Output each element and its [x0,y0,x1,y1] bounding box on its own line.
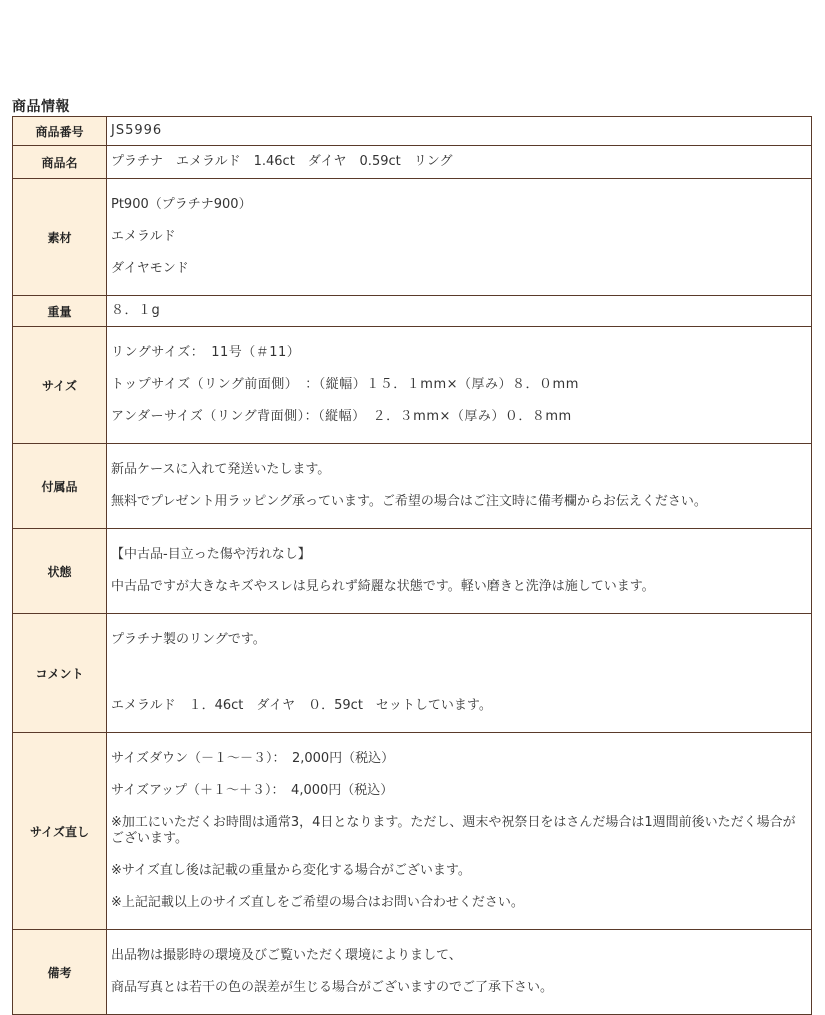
size-line: アンダーサイズ（リング背面側）：（縦幅） ２．３mm×（厚み）０．８mm [111,409,572,424]
notes-line: 出品物は撮影時の環境及びご覧いただく環境によりまして、 [111,948,462,963]
resize-line: ※上記記載以上のサイズ直しをご希望の場合はお問い合わせください。 [111,895,524,910]
label-comment: コメント [13,614,107,733]
value-condition [107,529,812,614]
label-size: サイズ [13,327,107,444]
row-product-code [13,117,812,146]
resize-line: サイズアップ（＋１～＋３）： 4,000円（税込） [111,783,394,798]
row-comment [13,614,812,733]
material-line: ダイヤモンド [111,261,189,276]
value-weight: ８．１g [107,296,812,327]
material-line: エメラルド [111,229,176,244]
resize-line: ※加工にいただくお時間は通常3，4日となります。ただし、週末や祝祭日をはさんだ場合は1週間前後いただく場合がございます。 [111,815,796,846]
value-product-code: JS5996 [107,117,812,146]
row-product-name [13,146,812,179]
material-line: Pt900（プラチナ900） [111,197,252,212]
row-notes [13,930,812,1015]
label-material: 素材 [13,179,107,296]
comment-line: プラチナ製のリングです。 [111,632,266,647]
label-accessories: 付属品 [13,444,107,529]
label-condition: 状態 [13,529,107,614]
resize-line: ※サイズ直し後は記載の重量から変化する場合がございます。 [111,863,471,878]
label-product-name: 商品名 [13,146,107,179]
value-accessories [107,444,812,529]
row-condition [13,529,812,614]
row-material [13,179,812,296]
label-resize: サイズ直し [13,733,107,930]
row-accessories [13,444,812,529]
accessories-line: 新品ケースに入れて発送いたします。 [111,462,331,477]
comment-line: エメラルド １．46ct ダイヤ ０．59ct セットしています。 [111,698,492,713]
value-notes [107,930,812,1015]
value-resize [107,733,812,930]
value-product-name: プラチナ エメラルド 1.46ct ダイヤ 0.59ct リング [107,146,812,179]
product-info-table [12,116,812,1015]
label-weight: 重量 [13,296,107,327]
value-size [107,327,812,444]
accessories-line: 無料でプレゼント用ラッピング承っています。ご希望の場合はご注文時に備考欄からお伝えください。 [111,494,707,509]
label-notes: 備考 [13,930,107,1015]
row-resize [13,733,812,930]
value-material [107,179,812,296]
size-line: リングサイズ： 11号（＃11） [111,345,301,360]
value-comment [107,614,812,733]
row-size [13,327,812,444]
size-line: トップサイズ（リング前面側） ：（縦幅）１５．１mm×（厚み）８．０mm [111,377,579,392]
notes-line: 商品写真とは若干の色の誤差が生じる場合がございますのでご了承下さい。 [111,980,554,995]
row-weight [13,296,812,327]
condition-line: 中古品ですが大きなキズやスレは見られず綺麗な状態です。軽い磨きと洗浄は施しています。 [111,579,655,594]
resize-line: サイズダウン（－１～－３）： 2,000円（税込） [111,751,395,766]
section-title: 商品情報 [12,99,70,115]
label-product-code: 商品番号 [13,117,107,146]
condition-line: 【中古品-目立った傷や汚れなし】 [111,547,311,562]
